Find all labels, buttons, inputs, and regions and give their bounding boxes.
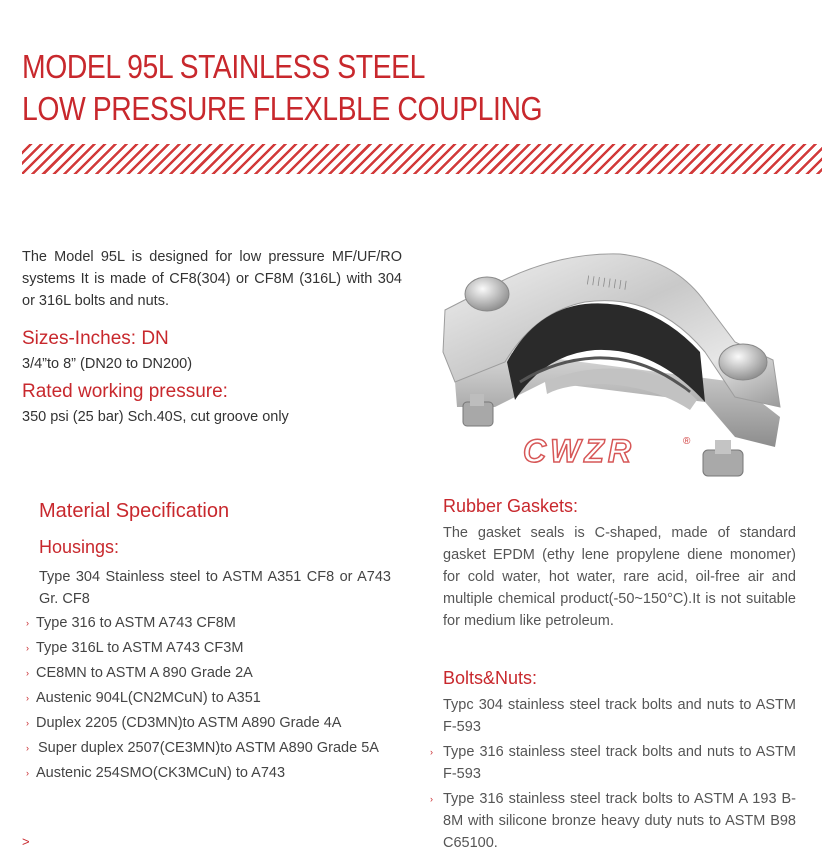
bullet-icon: ›	[26, 618, 29, 628]
pressure-value: 350 psi (25 bar) Sch.40S, cut groove only	[22, 409, 289, 425]
bullet-icon: ›	[430, 747, 433, 757]
next-arrow-icon: >	[22, 834, 30, 849]
registered-mark: ®	[683, 436, 691, 447]
sizes-heading: Sizes-Inches: DN	[22, 328, 169, 349]
bolts-item: Typc 304 stainless steel track bolts and nuts to ASTM F-593	[443, 697, 796, 735]
sizes-value: 3/4”to 8” (DN20 to DN200)	[22, 356, 193, 372]
brand-watermark: CWZR	[523, 433, 635, 469]
page-title-line1: MODEL 95L STAINLESS STEEL	[22, 48, 426, 85]
bullet-icon: ›	[26, 693, 29, 703]
housings-heading: Housings:	[39, 537, 120, 557]
housing-item: Type 304 Stainless steel to ASTM A351 CF8 or A743 Gr. CF8	[39, 569, 391, 607]
bolts-item: › Type 316 stainless steel track bolts and nuts to ASTM F-593	[430, 741, 796, 785]
bullet-icon: ›	[26, 643, 29, 653]
svg-text:||||||||: ||||||||	[584, 275, 629, 292]
bullet-icon: ›	[26, 718, 29, 728]
housing-item: › Duplex 2205 (CD3MN)to ASTM A890 Grade 4A	[26, 712, 396, 734]
pressure-heading: Rated working pressure:	[22, 381, 228, 402]
rubber-gaskets-text: The gasket seals is C-shaped, made of standard gasket EPDM (ethy lene propylene diene monomer) for cold water, hot water, rare acid, oil-free air and multiple chemical product(-50~150°C).It is not suitable for medium like petroleum.	[443, 525, 796, 629]
housing-item: › CE8MN to ASTM A 890 Grade 2A	[26, 662, 396, 684]
intro-paragraph: The Model 95L is designed for low pressure MF/UF/RO systems It is made of CF8(304) or CF8M (316L) with 304 or 316L bolts and nuts.	[22, 249, 402, 309]
bolts-list	[430, 694, 796, 857]
housings-list	[26, 612, 396, 787]
housing-item: › Super duplex 2507(CE3MN)to ASTM A890 Grade 5A	[26, 737, 396, 759]
bolts-item: › Type 316 stainless steel track bolts to ASTM A 193 B-8M with silicone bronze heavy duty nuts to ASTM B98 C65100.	[430, 788, 796, 854]
material-heading: Material Specification	[39, 500, 230, 522]
striped-divider	[22, 144, 822, 174]
housing-item: › Austenic 254SMO(CK3MCuN) to A743	[26, 762, 396, 784]
housing-item: › Type 316L to ASTM A743 CF3M	[26, 637, 396, 659]
bullet-icon: ›	[26, 768, 29, 778]
rubber-gaskets-heading: Rubber Gaskets:	[443, 496, 579, 516]
bullet-icon: ›	[26, 743, 29, 753]
bullet-icon: ›	[430, 794, 433, 804]
coupling-product-image	[435, 232, 815, 492]
housing-item: › Type 316 to ASTM A743 CF8M	[26, 612, 396, 634]
housing-item: › Austenic 904L(CN2MCuN) to A351	[26, 687, 396, 709]
bolts-nuts-heading: Bolts&Nuts:	[443, 668, 538, 688]
page-title-line2: LOW PRESSURE FLEXLBLE COUPLING	[22, 90, 543, 127]
bullet-icon: ›	[26, 668, 29, 678]
